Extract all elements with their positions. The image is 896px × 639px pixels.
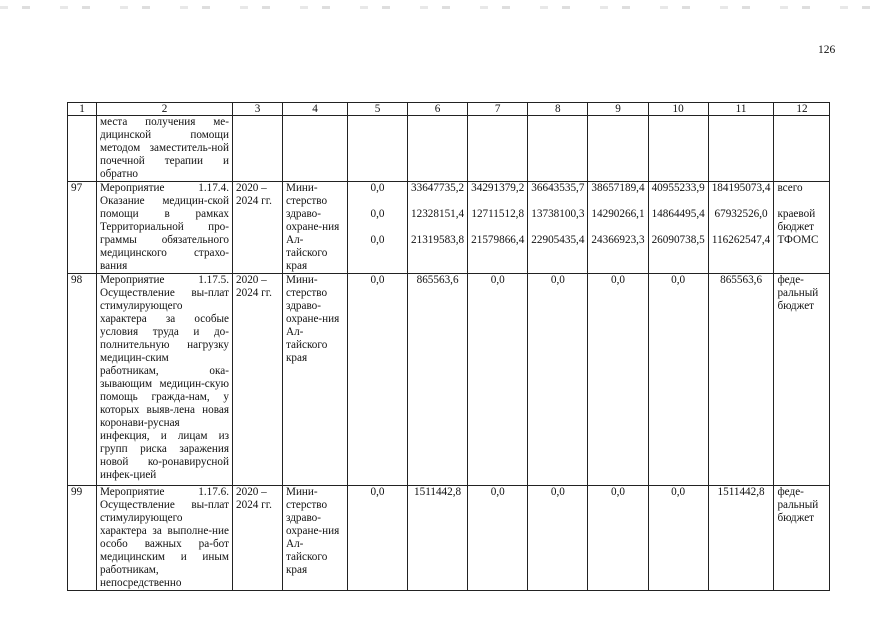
row-executor: Мини-стерство здраво-охране-ния Ал-тайского края [283,182,348,274]
col-header: 9 [588,103,648,116]
table-row-continued [68,116,830,182]
cell-col9: 0,0 [588,274,648,486]
cell-col11: 865563,6 [708,274,774,486]
header-row [68,103,830,116]
col-header: 5 [348,103,408,116]
cell-col10: 0,0 [648,274,708,486]
col-header: 11 [708,103,774,116]
cell-col11: 184195073,4 67932526,0 116262547,4 [708,182,774,274]
cell-col9: 38657189,4 14290266,1 24366923,3 [588,182,648,274]
row-name: Мероприятие 1.17.5. Осуществление вы-плат стимулирующего характера за особые условия труда и до-полнительную нагрузку медицин-ским работникам, ока-зывающим медицин-скую помощь гражда-нам, у которых выяв-лена новая коронави-русная инфекция, и лицам из групп риска заражения новой ко-ронавирусной инфек-цией [97,274,233,486]
col-header: 4 [283,103,348,116]
cell-col7: 34291379,2 12711512,8 21579866,4 [468,182,528,274]
cell-col8: 0,0 [528,274,588,486]
row-number: 99 [68,486,97,591]
cell-col12: феде-ральный бюджет [774,274,830,486]
table-row [68,182,830,274]
row-number: 97 [68,182,97,274]
row-name: Мероприятие 1.17.6. Осуществление вы-плат стимулирующего характера за выполне-ние особо важных ра-бот медицинским и иным работникам, непосредственно [97,486,233,591]
cell-col8: 0,0 [528,486,588,591]
cell-col10: 0,0 [648,486,708,591]
col-header: 1 [68,103,97,116]
col-header: 8 [528,103,588,116]
col-header: 6 [408,103,468,116]
scan-artifact [0,6,896,9]
cell-col6: 865563,6 [408,274,468,486]
cell-col12: всего краевой бюджет ТФОМС [774,182,830,274]
cell-col12: феде-ральный бюджет [774,486,830,591]
program-table [67,102,830,591]
row-number: 98 [68,274,97,486]
row-executor: Мини-стерство здраво-охране-ния Ал-тайского края [283,486,348,591]
cell-col5: 0,0 [348,274,408,486]
table-row [68,274,830,486]
cell-col10: 40955233,9 14864495,4 26090738,5 [648,182,708,274]
row-period: 2020 – 2024 гг. [233,182,283,274]
cell-col7: 0,0 [468,274,528,486]
cell-col6: 33647735,2 12328151,4 21319583,8 [408,182,468,274]
cell-col5: 0,0 [348,486,408,591]
row-period: 2020 – 2024 гг. [233,274,283,486]
cell-col8: 36643535,7 13738100,3 22905435,4 [528,182,588,274]
cell-col7: 0,0 [468,486,528,591]
page-number: 126 [818,44,836,56]
col-header: 7 [468,103,528,116]
row-period: 2020 – 2024 гг. [233,486,283,591]
cell-col6: 1511442,8 [408,486,468,591]
col-header: 10 [648,103,708,116]
cell-col5: 0,0 0,0 0,0 [348,182,408,274]
row-name: Мероприятие 1.17.4. Оказание медицин-ской помощи в рамках Территориальной про-граммы обязательного медицинского страхо-вания [97,182,233,274]
col-header: 12 [774,103,830,116]
cell-col11: 1511442,8 [708,486,774,591]
row-executor: Мини-стерство здраво-охране-ния Ал-тайского края [283,274,348,486]
col-header: 3 [233,103,283,116]
col-header: 2 [97,103,233,116]
row-name: места получения ме-дицинской помощи методом заместитель-ной почечной терапии и обратно [97,116,233,182]
cell-col9: 0,0 [588,486,648,591]
table-row [68,486,830,591]
